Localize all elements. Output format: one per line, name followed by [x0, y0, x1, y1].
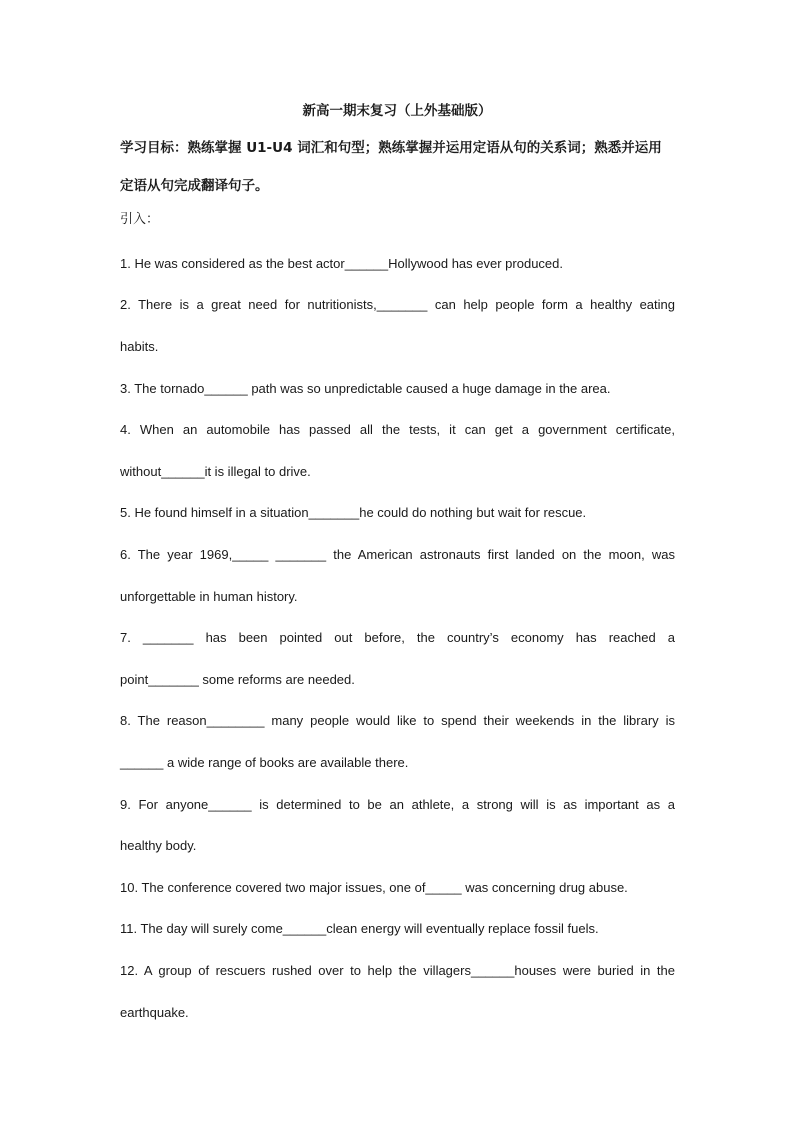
exercise-line: 1. He was considered as the best actor______Hollywood has ever produced.: [120, 256, 563, 271]
exercise-line: earthquake.: [120, 1005, 189, 1020]
exercise-line: unforgettable in human history.: [120, 589, 298, 604]
objective-line-1: 学习目标：熟练掌握 U1-U4 词汇和句型；熟练掌握并运用定语从句的关系词；熟悉并运用: [120, 140, 662, 156]
exercise-line: without______it is illegal to drive.: [120, 464, 311, 479]
exercise-line: healthy body.: [120, 838, 197, 853]
exercise-line: 7. _______ has been pointed out before, the country’s economy has reached a: [120, 630, 675, 645]
exercise-line: point_______ some reforms are needed.: [120, 672, 355, 687]
exercise-line: ______ a wide range of books are available there.: [120, 755, 409, 770]
exercise-line: 3. The tornado______ path was so unpredictable caused a huge damage in the area.: [120, 381, 611, 396]
exercise-line: 12. A group of rescuers rushed over to help the villagers______houses were buried in the: [120, 963, 675, 978]
intro-label: 引入：: [120, 212, 160, 227]
exercise-line: 8. The reason________ many people would like to spend their weekends in the library is: [120, 713, 675, 728]
exercise-line: 11. The day will surely come______clean energy will eventually replace fossil fuels.: [120, 921, 599, 936]
page-title: 新高一期末复习（上外基础版）: [302, 103, 492, 119]
exercise-line: 2. There is a great need for nutritionists,_______ can help people form a healthy eating: [120, 297, 675, 312]
exercise-line: 9. For anyone______ is determined to be an athlete, a strong will is as important as a: [120, 797, 675, 812]
objective-line-2: 定语从句完成翻译句子。: [120, 178, 269, 194]
exercise-line: habits.: [120, 339, 159, 354]
exercise-line: 4. When an automobile has passed all the tests, it can get a government certificate,: [120, 422, 675, 437]
exercise-line: 10. The conference covered two major issues, one of_____ was concerning drug abuse.: [120, 880, 628, 895]
exercise-line: 5. He found himself in a situation_______he could do nothing but wait for rescue.: [120, 505, 587, 520]
exercise-line: 6. The year 1969,_____ _______ the American astronauts first landed on the moon, was: [120, 547, 675, 562]
